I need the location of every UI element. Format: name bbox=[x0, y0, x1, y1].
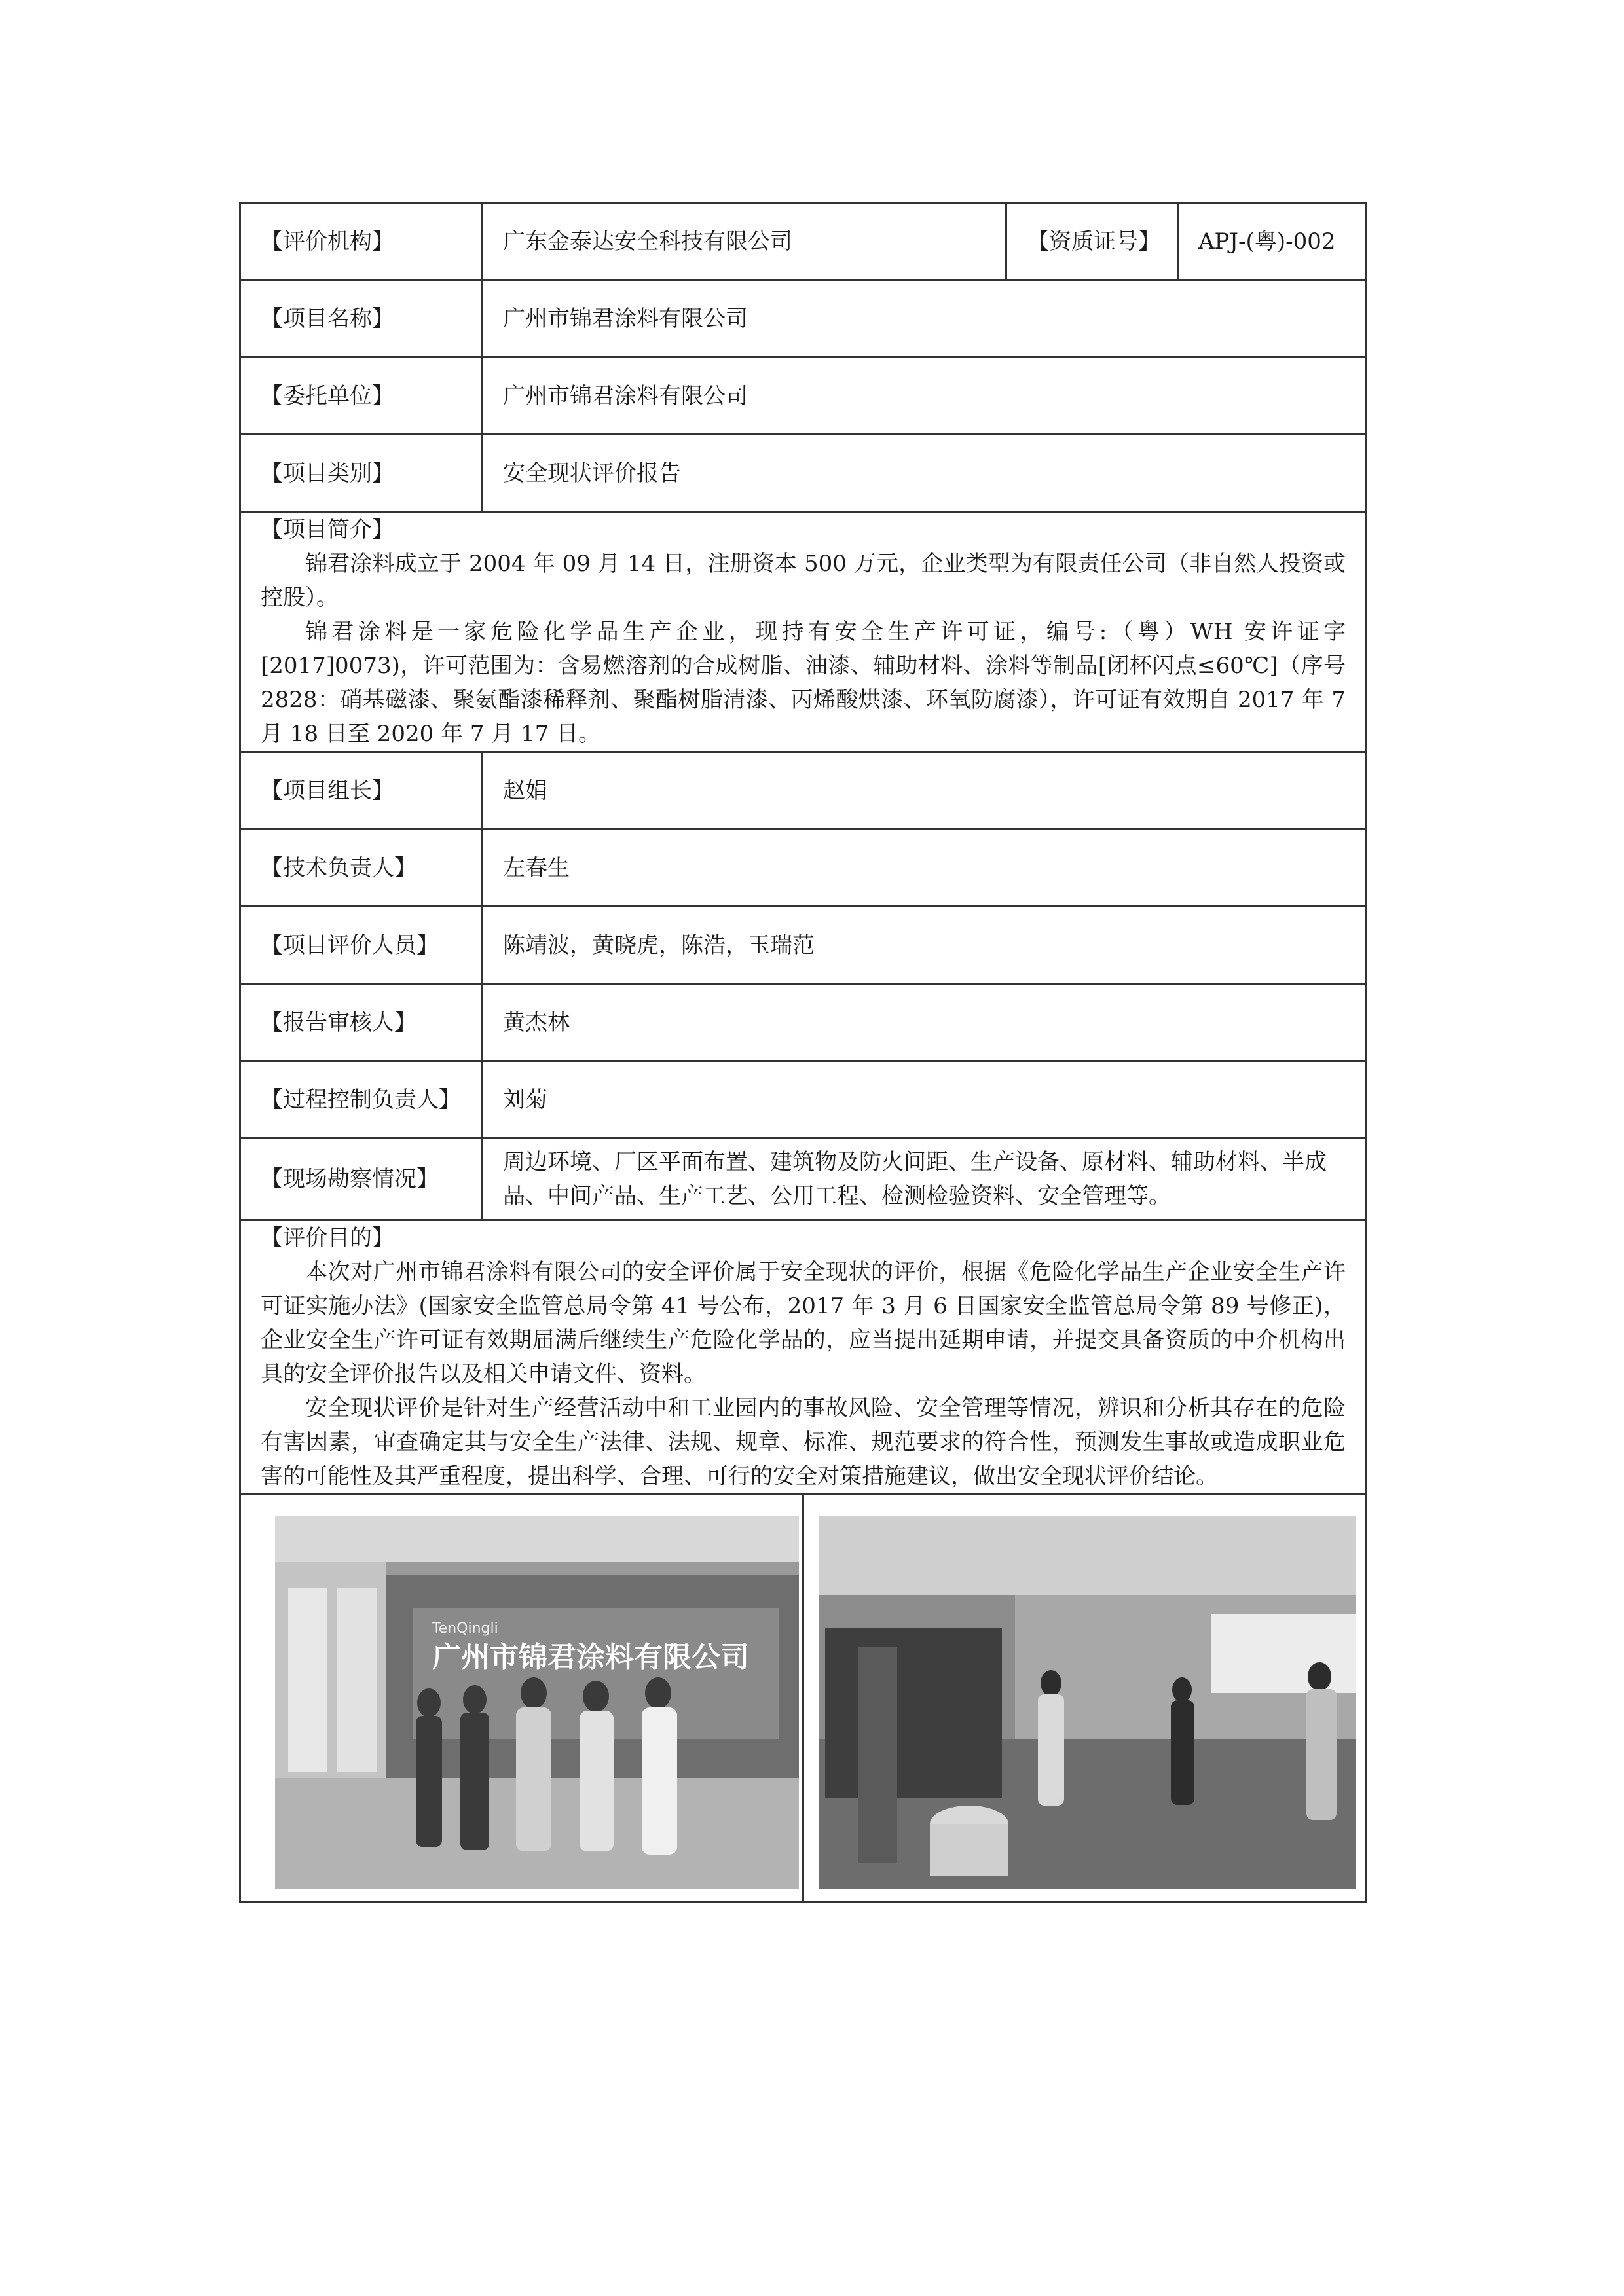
photo-lobby-group bbox=[275, 1516, 799, 1889]
site-label: 【现场勘察情况】 bbox=[240, 1139, 483, 1220]
intro-paragraph-2: 锦君涂料是一家危险化学品生产企业，现持有安全生产许可证，编号:（粤）WH 安许证字[2017]0073)，许可范围为：含易燃溶剂的合成树脂、油漆、辅助材料、涂料等制品[闭杯闪点≤60℃]（序号 2828：硝基磁漆、聚氨酯漆稀释剂、聚酯树脂清漆、丙烯酸烘漆、环氧防腐漆），许可证有效期自 2017 年 7 月 18 日至 2020 年 7 月 17 日。 bbox=[261, 619, 1346, 747]
photos-cell bbox=[240, 1495, 1367, 1903]
process-value: 刘菊 bbox=[483, 1061, 1367, 1139]
row-client bbox=[240, 357, 1367, 435]
reviewer-label: 【报告审核人】 bbox=[240, 984, 483, 1061]
project-name-value: 广州市锦君涂料有限公司 bbox=[483, 280, 1367, 357]
row-category bbox=[240, 435, 1367, 512]
photo-right-cell bbox=[804, 1495, 1346, 1901]
photo-workshop-inspection bbox=[819, 1516, 1356, 1889]
row-reviewer bbox=[240, 984, 1367, 1061]
cert-value: APJ-(粤)-002 bbox=[1178, 203, 1367, 280]
tech-value: 左春生 bbox=[483, 829, 1367, 907]
org-label: 【评价机构】 bbox=[240, 203, 483, 280]
process-label: 【过程控制负责人】 bbox=[240, 1061, 483, 1139]
row-evaluators bbox=[240, 907, 1367, 984]
evaluation-summary-form bbox=[239, 202, 1367, 1903]
evaluators-value: 陈靖波，黄晓虎，陈浩，玉瑞范 bbox=[483, 907, 1367, 984]
row-intro bbox=[240, 512, 1367, 752]
category-label: 【项目类别】 bbox=[240, 435, 483, 512]
intro-paragraph-1: 锦君涂料成立于 2004 年 09 月 14 日，注册资本 500 万元，企业类型为有限责任公司（非自然人投资或控股）。 bbox=[261, 551, 1346, 611]
tech-label: 【技术负责人】 bbox=[240, 829, 483, 907]
reviewer-value: 黄杰林 bbox=[483, 984, 1367, 1061]
evaluators-label: 【项目评价人员】 bbox=[240, 907, 483, 984]
row-process bbox=[240, 1061, 1367, 1139]
row-photos bbox=[240, 1495, 1367, 1903]
photo-sign-company: 广州市锦君涂料有限公司 bbox=[432, 1641, 749, 1674]
leader-label: 【项目组长】 bbox=[240, 752, 483, 829]
row-leader bbox=[240, 752, 1367, 829]
cert-label: 【资质证号】 bbox=[1006, 203, 1178, 280]
site-value: 周边环境、厂区平面布置、建筑物及防火间距、生产设备、原材料、辅助材料、半成品、中间产品、生产工艺、公用工程、检测检验资料、安全管理等。 bbox=[483, 1139, 1367, 1220]
project-name-label: 【项目名称】 bbox=[240, 280, 483, 357]
photo-left-cell bbox=[261, 1495, 804, 1901]
row-org bbox=[240, 203, 1367, 280]
intro-heading: 【项目简介】 bbox=[261, 517, 394, 543]
row-tech bbox=[240, 829, 1367, 907]
photo-sign-small: TenQingli bbox=[432, 1620, 498, 1637]
purpose-paragraph-1: 本次对广州市锦君涂料有限公司的安全评价属于安全现状的评价，根据《危险化学品生产企业安全生产许可证实施办法》(国家安全监管总局令第 41 号公布，2017 年 3 月 6 日国家安全监管总局令第 89 号修正)，企业安全生产许可证有效期届满后继续生产危险化学品的，应当提出延期申请，并提交具备资质的中介机构出具的安全评价报告以及相关申请文件、资料。 bbox=[261, 1259, 1346, 1387]
purpose-block bbox=[240, 1220, 1367, 1495]
row-purpose bbox=[240, 1220, 1367, 1495]
row-project-name bbox=[240, 280, 1367, 357]
org-value: 广东金泰达安全科技有限公司 bbox=[483, 203, 1006, 280]
client-value: 广州市锦君涂料有限公司 bbox=[483, 357, 1367, 435]
client-label: 【委托单位】 bbox=[240, 357, 483, 435]
purpose-paragraph-2: 安全现状评价是针对生产经营活动中和工业园内的事故风险、安全管理等情况，辨识和分析其存在的危险有害因素，审查确定其与安全生产法律、法规、规章、标准、规范要求的符合性，预测发生事故或造成职业危害的可能性及其严重程度，提出科学、合理、可行的安全对策措施建议，做出安全现状评价结论。 bbox=[261, 1395, 1346, 1489]
leader-value: 赵娟 bbox=[483, 752, 1367, 829]
intro-block bbox=[240, 512, 1367, 752]
category-value: 安全现状评价报告 bbox=[483, 435, 1367, 512]
purpose-heading: 【评价目的】 bbox=[261, 1225, 394, 1251]
row-site bbox=[240, 1139, 1367, 1220]
